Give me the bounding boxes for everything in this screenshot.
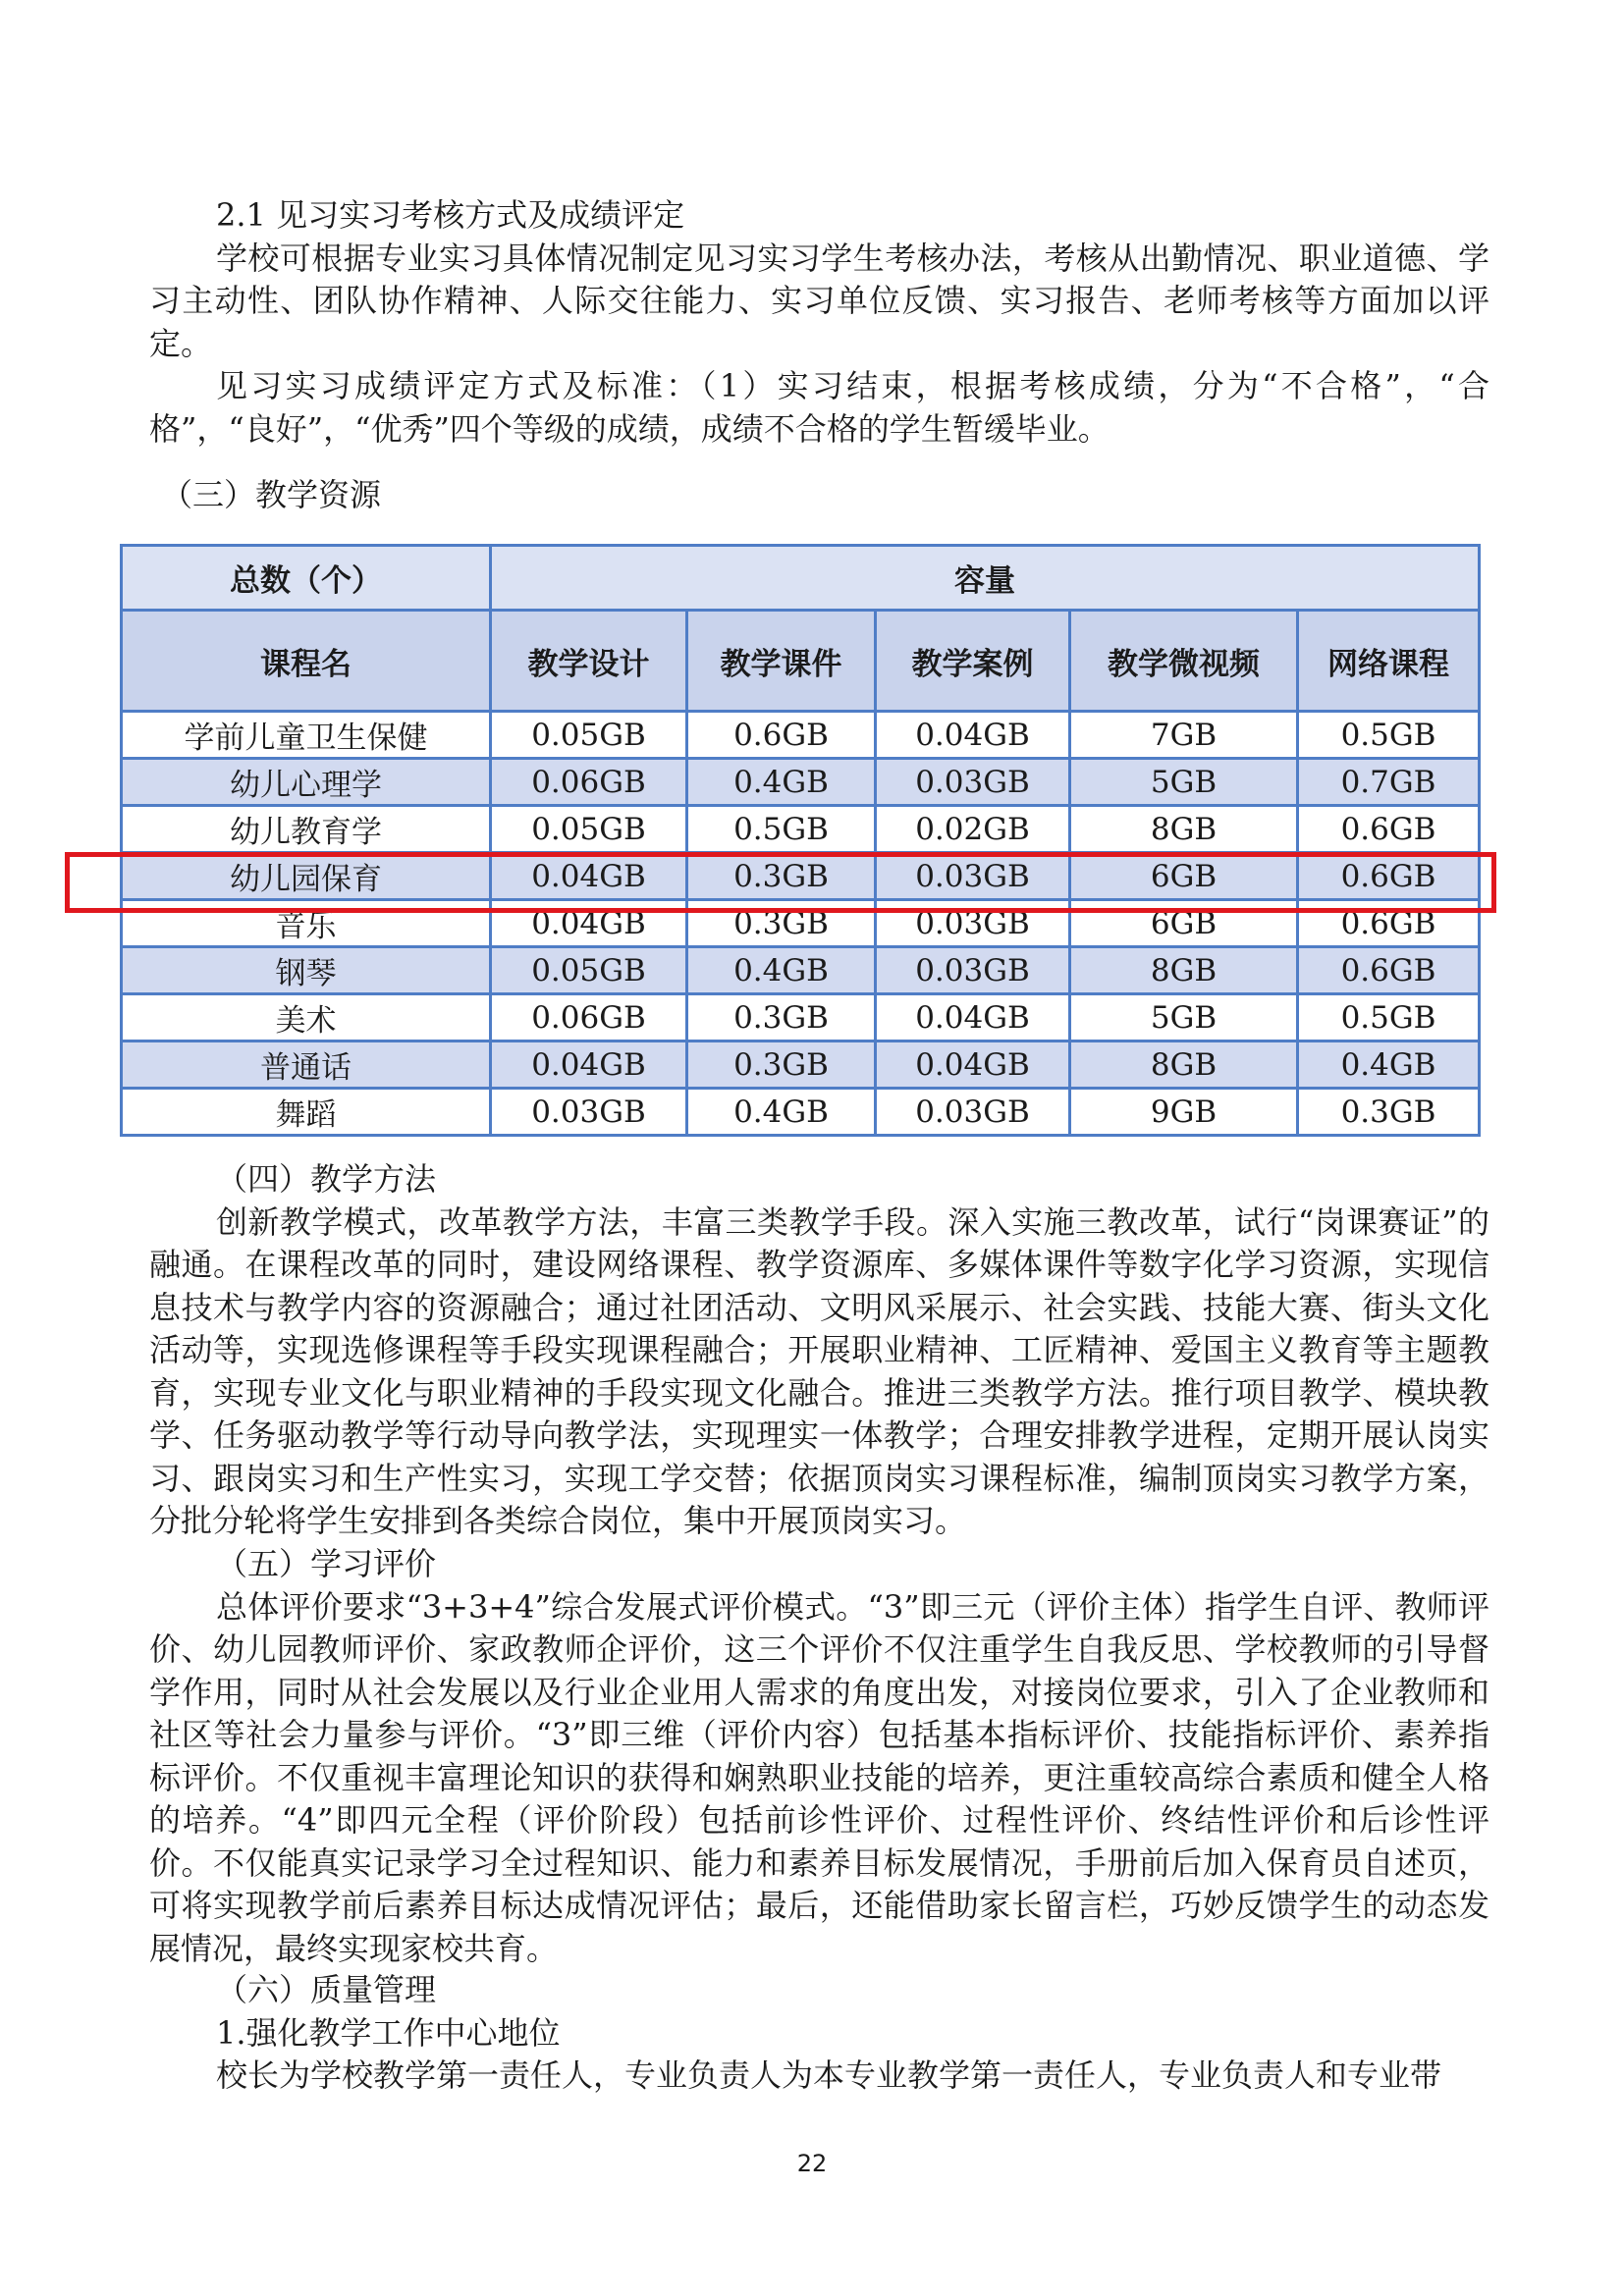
table-cell: 0.3GB (687, 853, 876, 900)
course-name-cell: 音乐 (122, 900, 491, 947)
table-cell: 0.04GB (491, 1041, 687, 1089)
header-total: 总数（个） (122, 546, 491, 611)
table-cell: 0.05GB (491, 712, 687, 759)
column-header: 教学设计 (491, 611, 687, 712)
section-3-heading: （三）教学资源 (161, 476, 382, 513)
table-cell: 0.4GB (687, 759, 876, 806)
section-5-heading: （五）学习评价 (216, 1545, 437, 1582)
table-row (122, 759, 1480, 806)
table-cell: 0.5GB (1298, 712, 1480, 759)
table-cell: 0.6GB (1298, 853, 1480, 900)
table-cell: 0.04GB (491, 853, 687, 900)
table-cell: 0.04GB (491, 900, 687, 947)
table-cell: 0.03GB (876, 1089, 1070, 1136)
course-name-cell: 普通话 (122, 1041, 491, 1089)
course-name-cell: 舞蹈 (122, 1089, 491, 1136)
column-header: 网络课程 (1298, 611, 1480, 712)
table-cell: 8GB (1070, 806, 1298, 853)
table-cell: 0.03GB (876, 900, 1070, 947)
section-5-paragraph: 总体评价要求“3+3+4”综合发展式评价模式。“3”即三元（评价主体）指学生自评、教师评价、幼儿园教师评价、家政教师企评价，这三个评价不仅注重学生自我反思、学校教师的引导督学作用，同时从社会发展以及行业企业用人需求的角度出发，对接岗位要求，引入了企业教师和社区等社会力量参与评价。“3”即三维（评价内容）包括基本指标评价、技能指标评价、素养指标评价。不仅重视丰富理论知识的获得和娴熟职业技能的培养，更注重较高综合素质和健全人格的培养。“4”即四元全程（评价阶段）包括前诊性评价、过程性评价、终结性评价和后诊性评价。不仅能真实记录学习全过程知识、能力和素养目标发展情况，手册前后加入保育员自述页，可将实现教学前后素养目标达成情况评估；最后，还能借助家长留言栏，巧妙反馈学生的动态发展情况，最终实现家校共育。 (149, 1587, 1489, 1967)
section-6-paragraph: 校长为学校教学第一责任人，专业负责人为本专业教学第一责任人，专业负责人和专业带 (216, 2056, 1442, 2094)
table-cell: 0.03GB (876, 759, 1070, 806)
table-cell: 0.03GB (876, 947, 1070, 994)
table-row (122, 712, 1480, 759)
section-2-1-paragraph-1: 学校可根据专业实习具体情况制定见习实习学生考核办法，考核从出勤情况、职业道德、学习主动性、团队协作精神、人际交往能力、实习单位反馈、实习报告、老师考核等方面加以评定。 (149, 239, 1489, 362)
table-cell: 5GB (1070, 994, 1298, 1041)
table-cell: 0.6GB (1298, 806, 1480, 853)
table-cell: 0.4GB (687, 1089, 876, 1136)
table-cell: 0.03GB (876, 853, 1070, 900)
table-row (122, 994, 1480, 1041)
table-cell: 0.4GB (687, 947, 876, 994)
table-cell: 0.4GB (1298, 1041, 1480, 1089)
column-header: 教学微视频 (1070, 611, 1298, 712)
table-row (122, 947, 1480, 994)
table-cell: 6GB (1070, 900, 1298, 947)
table-cell: 0.02GB (876, 806, 1070, 853)
section-4 (149, 1158, 1489, 1543)
table-cell: 0.3GB (1298, 1089, 1480, 1136)
table-row (122, 806, 1480, 853)
resource-table (120, 544, 1481, 1137)
section-6-subheading: 1.强化教学工作中心地位 (216, 2013, 561, 2052)
table-cell: 0.3GB (687, 900, 876, 947)
section-6 (149, 1969, 1489, 2098)
table-cell: 0.6GB (1298, 900, 1480, 947)
header-capacity: 容量 (491, 546, 1480, 611)
course-name-cell: 幼儿教育学 (122, 806, 491, 853)
table-cell: 7GB (1070, 712, 1298, 759)
section-3 (149, 474, 1489, 517)
course-name-cell: 美术 (122, 994, 491, 1041)
table-cell: 0.7GB (1298, 759, 1480, 806)
table-header-row-1 (122, 546, 1480, 611)
table-cell: 0.04GB (876, 1041, 1070, 1089)
table-cell: 8GB (1070, 947, 1298, 994)
table-cell: 9GB (1070, 1089, 1298, 1136)
course-name-cell: 幼儿心理学 (122, 759, 491, 806)
column-header: 教学课件 (687, 611, 876, 712)
table-cell: 0.3GB (687, 1041, 876, 1089)
table-cell: 0.06GB (491, 759, 687, 806)
course-name-cell: 幼儿园保育 (122, 853, 491, 900)
section-2-1-paragraph-2: 见习实习成绩评定方式及标准：（1）实习结束，根据考核成绩，分为“不合格”，“合格”，“良好”，“优秀”四个等级的成绩，成绩不合格的学生暂缓毕业。 (149, 367, 1489, 448)
table-cell: 0.6GB (1298, 947, 1480, 994)
table-cell: 0.05GB (491, 947, 687, 994)
table-cell: 0.6GB (687, 712, 876, 759)
resource-table-wrapper (120, 544, 1478, 1137)
table-cell: 8GB (1070, 1041, 1298, 1089)
table-row (122, 1089, 1480, 1136)
table-cell: 5GB (1070, 759, 1298, 806)
table-cell: 0.05GB (491, 806, 687, 853)
course-name-cell: 学前儿童卫生保健 (122, 712, 491, 759)
table-cell: 0.5GB (1298, 994, 1480, 1041)
page-number: 22 (796, 2150, 828, 2177)
section-2-1 (149, 194, 1489, 451)
column-header: 教学案例 (876, 611, 1070, 712)
table-cell: 0.04GB (876, 994, 1070, 1041)
table-cell: 0.04GB (876, 712, 1070, 759)
section-5 (149, 1543, 1489, 1970)
section-6-heading: （六）质量管理 (216, 1971, 437, 2008)
table-header-row-2 (122, 611, 1480, 712)
table-cell: 0.5GB (687, 806, 876, 853)
table-cell: 0.06GB (491, 994, 687, 1041)
section-4-heading: （四）教学方法 (216, 1160, 437, 1198)
table-cell: 0.3GB (687, 994, 876, 1041)
row-highlight-box (65, 852, 1496, 913)
table-cell: 0.03GB (491, 1089, 687, 1136)
table-row (122, 1041, 1480, 1089)
table-cell: 6GB (1070, 853, 1298, 900)
section-4-paragraph: 创新教学模式，改革教学方法，丰富三类教学手段。深入实施三教改革，试行“岗课赛证”的融通。在课程改革的同时，建设网络课程、教学资源库、多媒体课件等数字化学习资源，实现信息技术与教学内容的资源融合；通过社团活动、文明风采展示、社会实践、技能大赛、街头文化活动等，实现选修课程等手段实现课程融合；开展职业精神、工匠精神、爱国主义教育等主题教育，实现专业文化与职业精神的手段实现文化融合。推进三类教学方法。推行项目教学、模块教学、任务驱动教学等行动导向教学法，实现理实一体教学；合理安排教学进程，定期开展认岗实习、跟岗实习和生产性实习，实现工学交替；依据顶岗实习课程标准，编制顶岗实习教学方案，分批分轮将学生安排到各类综合岗位，集中开展顶岗实习。 (149, 1202, 1489, 1539)
section-2-1-heading: 2.1 见习实习考核方式及成绩评定 (216, 196, 685, 234)
course-name-cell: 钢琴 (122, 947, 491, 994)
header-course: 课程名 (122, 611, 491, 712)
